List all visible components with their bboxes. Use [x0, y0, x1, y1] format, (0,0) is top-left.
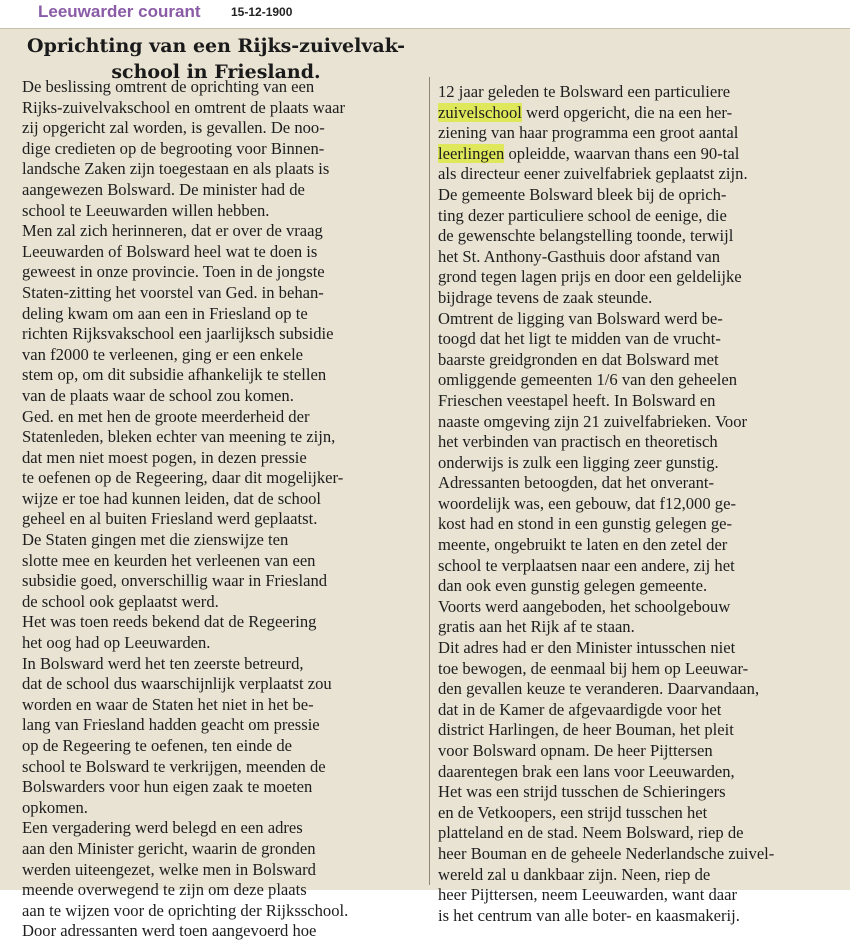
newspaper-clipping: [0, 28, 850, 941]
text-line: aan den Minister gericht, waarin de gronden: [22, 838, 316, 858]
text-line: Statenleden, bleken echter van meening te zijn,: [22, 427, 336, 447]
text-line: landsche Zaken zijn toegestaan en als plaats is: [22, 159, 330, 179]
text-line: worden en waar de Staten het niet in het be-: [22, 694, 314, 714]
text-line: wijze er toe had kunnen leiden, dat de school: [22, 488, 322, 508]
text-line: omliggende gemeenten 1/6 van den geheelen: [438, 370, 738, 390]
text-line: Leeuwarden of Bolsward heel wat te doen is: [22, 241, 318, 261]
text-line: subsidie goed, onverschillig waar in Friesland: [22, 571, 328, 591]
article-column-right: [438, 82, 834, 926]
text-line: geweest in onze provincie. Toen in de jongste: [22, 262, 325, 282]
text-line: De gemeente Bolsward bleek bij de oprich-: [438, 184, 727, 204]
text-line: Staten-zitting het voorstel van Ged. in behan-: [22, 282, 324, 302]
text-line: Adressanten betoogden, dat het onverant-: [438, 473, 715, 493]
text-line: Voorts werd aangeboden, het schoolgebouw: [438, 596, 731, 616]
text-line: De beslissing omtrent de oprichting van een: [22, 77, 315, 96]
text-line: ting dezer particuliere school de eenige, die: [438, 205, 727, 225]
text-line: opkomen.: [22, 797, 88, 817]
publication-date: 15-12-1900: [231, 5, 293, 19]
text-line: als directeur eener zuivelfabriek geplaatst zijn.: [438, 164, 748, 184]
text-line: zij opgericht zal worden, is gevallen. De noo-: [22, 118, 325, 138]
text-line: 12 jaar geleden te Bolsward een particuliere: [438, 82, 731, 101]
text-line: De Staten gingen met die zienswijze ten: [22, 530, 289, 550]
text-line: gratis aan het Rijk af te staan.: [438, 617, 635, 637]
text-line: aangewezen Bolsward. De minister had de: [22, 179, 305, 199]
text-line: is het centrum van alle boter- en kaasmakerij.: [438, 905, 740, 925]
text-line: Een vergadering werd belegd en een adres: [22, 818, 303, 838]
text-line: toogd dat het ligt te midden van de vrucht-: [438, 329, 721, 349]
text-line: bijdrage tevens de zaak steunde.: [438, 287, 653, 307]
text-line: In Bolsward werd het ten zeerste betreurd,: [22, 653, 304, 673]
text-line: het verbinden van practisch en theoretisch: [438, 432, 718, 452]
text-line: dat de school dus waarschijnlijk verplaatst zou: [22, 674, 332, 694]
article-column-left: [22, 77, 418, 942]
text-line: dige credieten op de begrooting voor Binnen-: [22, 138, 325, 158]
text-line: heer Pijttersen, neem Leeuwarden, want daar: [438, 885, 738, 905]
text-line: naaste omgeving zijn 21 zuivelfabrieken. Voor: [438, 411, 748, 431]
text-line: te oefenen op de Regeering, daar dit mogelijker-: [22, 468, 344, 488]
text-line: zuivelschool werd opgericht, die na een her-: [438, 102, 733, 122]
text-line: woordelijk was, een gebouw, dat f12,000 ge-: [438, 493, 736, 513]
text-line: Dit adres had er den Minister intusschen niet: [438, 638, 736, 658]
text-line: het St. Anthony-Gasthuis door afstand van: [438, 246, 721, 266]
text-line: school te Leeuwarden willen hebben.: [22, 200, 270, 220]
search-highlight: leerlingen: [438, 143, 505, 163]
text-line: kost had en stond in een gunstig gelegen ge-: [438, 514, 733, 534]
text-line: Omtrent de ligging van Bolsward werd be-: [438, 308, 723, 328]
text-line: geheel en al buiten Friesland werd geplaatst.: [22, 509, 318, 529]
text-line: leerlingen opleidde, waarvan thans een 90-tal: [438, 143, 740, 163]
text-line: voor Bolsward opnam. De heer Pijttersen: [438, 741, 713, 760]
text-line: dat men niet moest pogen, in dezen pressie: [22, 447, 307, 467]
text-line: Door adressanten werd toen aangevoerd hoe: [22, 921, 317, 941]
text-line: onderwijs is zulk een ligging zeer gunstig.: [438, 452, 719, 472]
text-line: lang van Friesland hadden geacht om pressie: [22, 715, 320, 735]
text-line: den gevallen keuze te veranderen. Daarvandaan,: [438, 679, 760, 699]
text-line: meende overwegend te zijn om deze plaats: [22, 880, 307, 900]
text-line: deling kwam om aan een in Friesland op te: [22, 303, 308, 323]
text-line: werden uiteengezet, welke men in Bolsward: [22, 859, 316, 879]
text-line: van f2000 te verleenen, ging er een enkele: [22, 344, 304, 364]
text-line: daarentegen brak een lans voor Leeuwarden,: [438, 761, 735, 781]
text-line: Bolswarders voor hun eigen zaak te moeten: [22, 777, 313, 797]
clipping-header: [0, 0, 850, 28]
text-line: Frieschen veestapel heeft. In Bolsward en: [438, 390, 716, 410]
text-line: dat in de Kamer de afgevaardigde voor het: [438, 699, 722, 719]
text-line: platteland en de stad. Neem Bolsward, riep de: [438, 823, 744, 843]
text-line: wereld zal u dankbaar zijn. Neen, riep de: [438, 864, 711, 884]
text-line: op de Regeering te oefenen, ten einde de: [22, 736, 292, 755]
text-line: Rijks-zuivelvakschool en omtrent de plaats waar: [22, 97, 346, 117]
text-line: Het was een strijd tusschen de Schieringers: [438, 782, 726, 802]
text-line: slotte mee en keurden het verleenen van een: [22, 550, 316, 570]
text-line: heer Bouman en de geheele Nederlandsche zuivel-: [438, 843, 775, 863]
text-line: en de Vetkoopers, een strijd tusschen het: [438, 802, 708, 822]
column-divider: [429, 77, 430, 885]
text-line: de school ook geplaatst werd.: [22, 591, 219, 611]
search-highlight: zuivelschool: [438, 102, 522, 122]
text-line: Het was toen reeds bekend dat de Regeering: [22, 612, 317, 632]
text-line: district Harlingen, de heer Bouman, het pleit: [438, 720, 734, 740]
text-line: meente, ongebruikt te laten en den zetel der: [438, 535, 728, 555]
text-line: Men zal zich herinneren, dat er over de vraag: [22, 221, 323, 241]
text-line: ziening van haar programma een groot aantal: [438, 123, 739, 143]
text-line: Ged. en met hen de groote meerderheid der: [22, 406, 310, 426]
text-line: dan ook even gunstig gelegen gemeente.: [438, 576, 708, 596]
newspaper-name: Leeuwarder courant: [38, 2, 201, 21]
text-line: aan te wijzen voor de oprichting der Rijksschool.: [22, 900, 349, 920]
article-title-line-2: school in Friesland.: [111, 61, 321, 83]
text-line: grond tegen lagen prijs en door een geldelijke: [438, 267, 742, 287]
text-line: toe bewogen, de eenmaal bij hem op Leeuwar-: [438, 658, 749, 678]
text-line: het oog had op Leeuwarden.: [22, 633, 211, 653]
text-line: richten Rijksvakschool een jaarlijksch subsidie: [22, 324, 334, 344]
text-line: van de plaats waar de school zou komen.: [22, 385, 294, 405]
text-line: school te verplaatsen naar een andere, zij het: [438, 555, 735, 575]
article-title-line-1: Oprichting van een Rijks-zuivelvak-: [27, 35, 405, 57]
text-line: stem op, om dit subsidie afhankelijk te stellen: [22, 365, 327, 385]
text-line: baarste greidgronden en dat Bolsward met: [438, 349, 719, 369]
text-line: school te Bolsward te verkrijgen, meenden de: [22, 756, 326, 776]
text-line: de gewenschte belangstelling toonde, terwijl: [438, 226, 734, 246]
